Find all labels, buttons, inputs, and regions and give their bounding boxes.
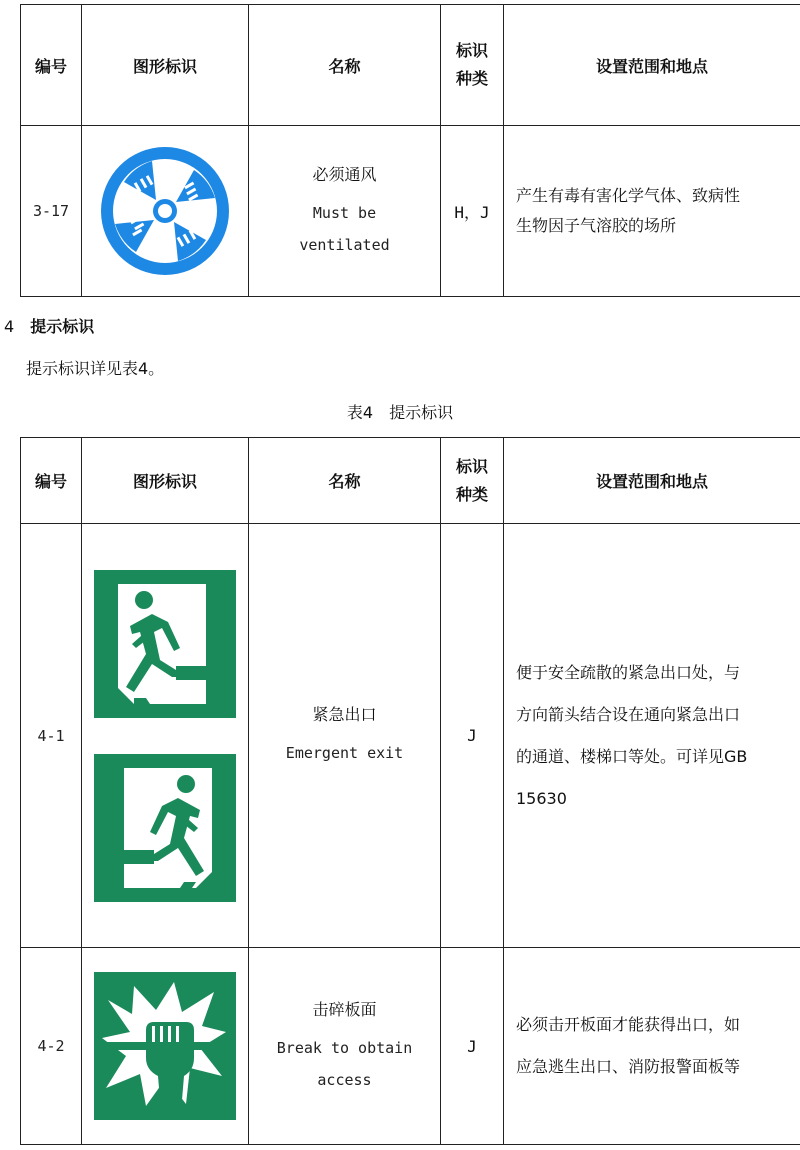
name-en: Emergent exit: [285, 744, 404, 762]
name-en-line1: Break to obtain: [276, 1038, 413, 1057]
header-type-line1: 标识: [455, 456, 488, 476]
table-row: [21, 948, 800, 1145]
location-line: 的通道、楼梯口等处。可详见GB: [516, 746, 748, 766]
row-location: [504, 948, 800, 1145]
header-id: 编号: [21, 438, 82, 524]
header-location: 设置范围和地点: [504, 438, 800, 524]
section-heading: [4, 314, 94, 337]
emergency-exit-left-icon: [94, 570, 236, 718]
header-location: 设置范围和地点: [504, 5, 800, 126]
header-name: 名称: [249, 438, 441, 524]
row-type: H，J: [441, 126, 504, 297]
table-4: [20, 437, 800, 1145]
location-line: 15630: [516, 788, 567, 808]
header-figure: 图形标识: [82, 5, 249, 126]
body-paragraph: 提示标识详见表4。: [26, 359, 165, 378]
row-id: 4-2: [21, 948, 82, 1145]
emergency-exit-right-icon: [94, 754, 236, 902]
name-en-line2: access: [317, 1070, 372, 1089]
section-number: 4: [4, 317, 15, 336]
break-to-obtain-access-icon: [94, 972, 236, 1120]
row-id: 3-17: [21, 126, 82, 297]
row-figure: [82, 126, 249, 297]
location-line: 方向箭头结合设在通向紧急出口: [516, 704, 741, 724]
row-id: 4-1: [21, 524, 82, 948]
table-row: [21, 524, 800, 948]
row-name: [249, 948, 441, 1145]
table-row: [21, 126, 800, 297]
table-caption: 表4 提示标识: [346, 403, 454, 422]
name-zh: 紧急出口: [312, 705, 377, 724]
row-figure: [82, 948, 249, 1145]
section-title: 提示标识: [30, 317, 95, 336]
header-type-line2: 种类: [455, 69, 488, 88]
name-zh: 击碎板面: [312, 999, 377, 1019]
row-type: J: [441, 948, 504, 1145]
table-header-row: [21, 5, 800, 126]
name-en-line1: Must be: [312, 203, 377, 222]
location-line: 生物因子气溶胶的场所: [516, 216, 677, 235]
ventilation-fan-icon: [98, 144, 232, 278]
header-type-line1: 标识: [455, 41, 488, 60]
header-name: 名称: [249, 5, 441, 126]
name-zh: 必须通风: [312, 164, 377, 184]
row-figure: [82, 524, 249, 948]
header-type: [441, 5, 504, 126]
header-figure: 图形标识: [82, 438, 249, 524]
location-line: 应急逃生出口、消防报警面板等: [516, 1057, 741, 1076]
row-name: [249, 524, 441, 948]
name-en-line2: ventilated: [299, 235, 390, 254]
header-id: 编号: [21, 5, 82, 126]
row-location: [504, 524, 800, 948]
header-type: [441, 438, 504, 524]
table-3-continued: [20, 4, 800, 297]
location-line: 产生有毒有害化学气体、致病性: [516, 186, 741, 205]
location-line: 必须击开板面才能获得出口，如: [516, 1015, 741, 1034]
table-header-row: [21, 438, 800, 524]
row-location: [504, 126, 800, 297]
row-type: J: [441, 524, 504, 948]
location-line: 便于安全疏散的紧急出口处，与: [516, 662, 741, 682]
row-name: [249, 126, 441, 297]
header-type-line2: 种类: [455, 484, 488, 504]
